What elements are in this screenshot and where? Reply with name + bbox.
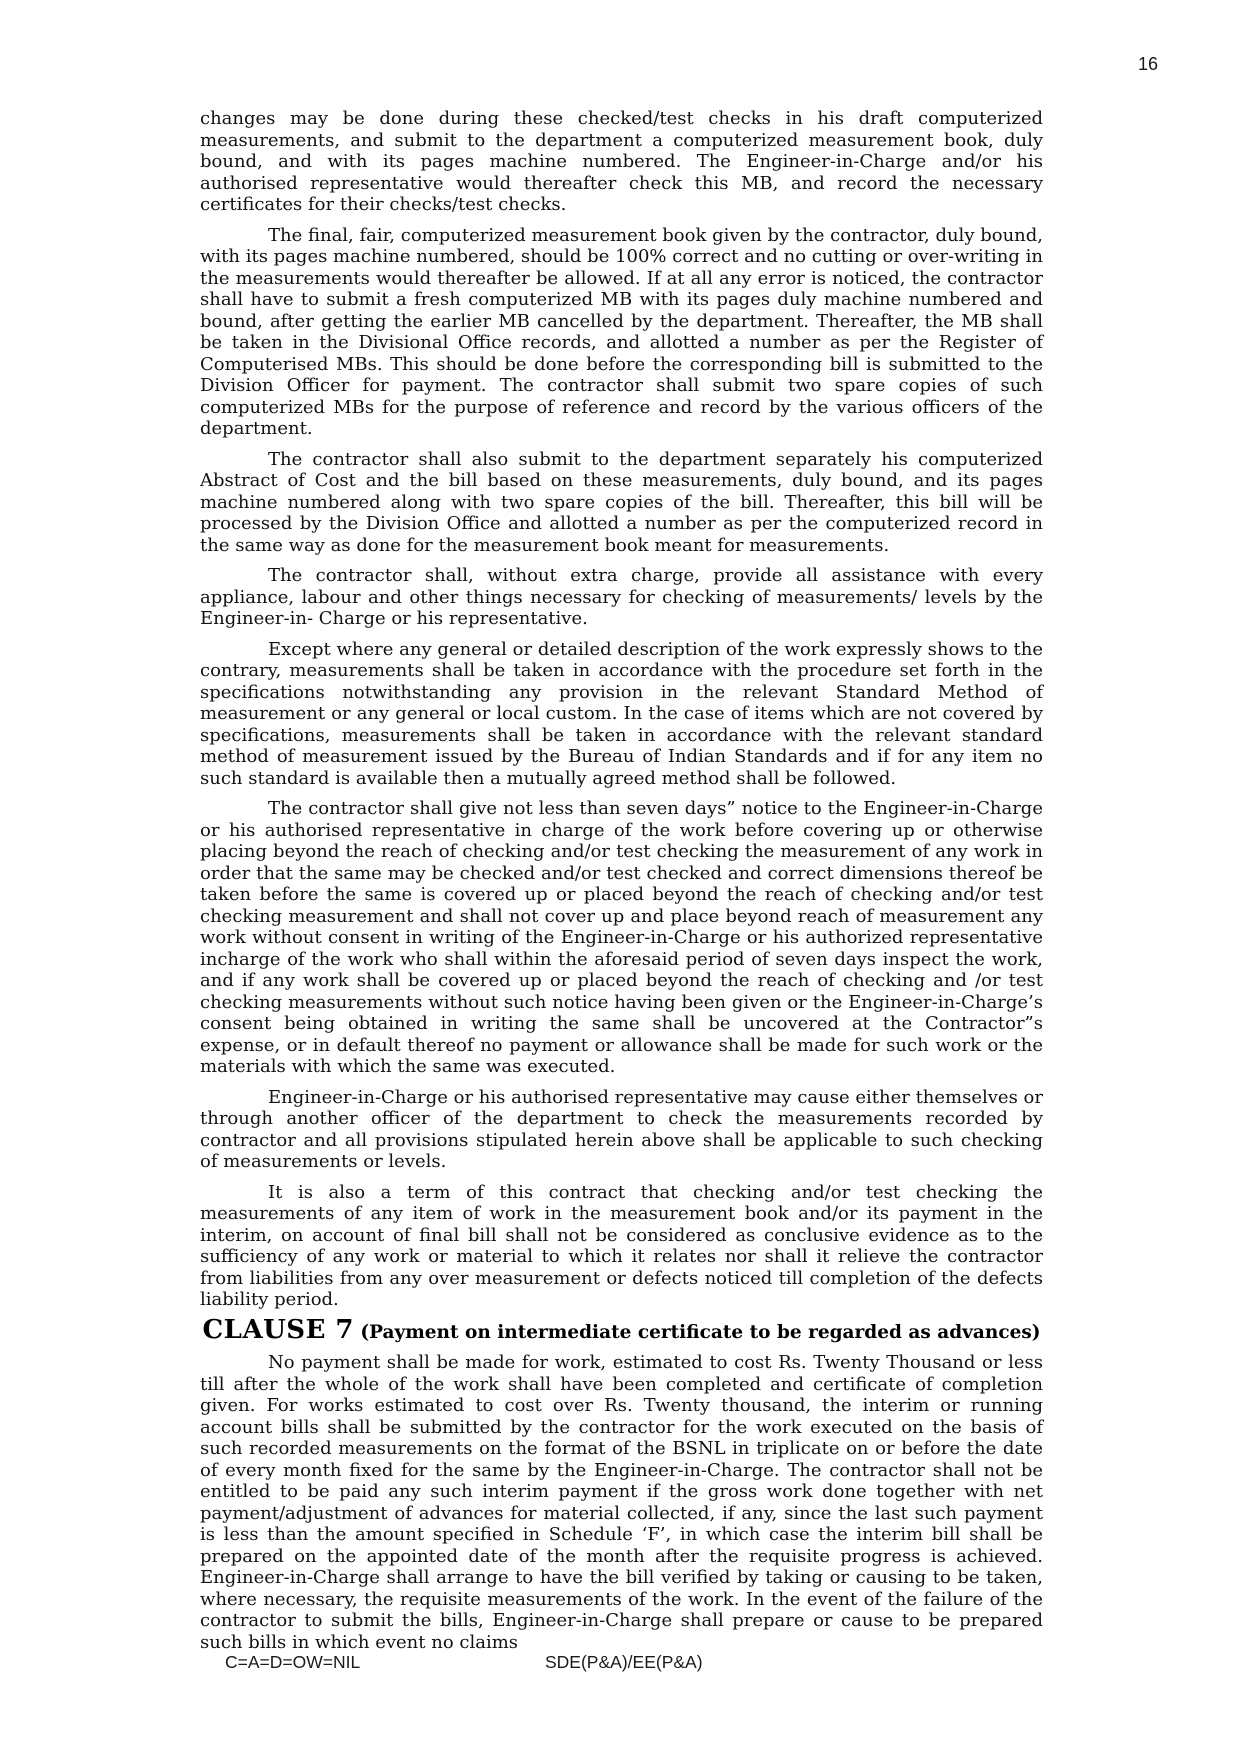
footer-reference-code: C=A=D=OW=NIL: [225, 1652, 361, 1672]
clause-subtitle-text: (Payment on intermediate certificate to be regarded as advances): [360, 1321, 1041, 1343]
paragraph: It is also a term of this contract that checking and/or test checking the measurements of any item of work in the measurement book and/or its payment in the interim, on account of final bill shall not be considered as conclusive evidence as to the sufficiency of any work or material to which it relates nor shall it relieve the contractor from liabilities from any over measurement or defects noticed till completion of the defects liability period.: [200, 1181, 1043, 1310]
paragraph: Engineer-in-Charge or his authorised representative may cause either themselves or through another officer of the department to check the measurements recorded by contractor and all provisions stipulated herein above shall be applicable to such checking of measurements or levels.: [200, 1086, 1043, 1172]
paragraph: The contractor shall also submit to the department separately his computerized Abstract of Cost and the bill based on these measurements, duly bound, and its pages machine numbered along with two spare copies of the bill. Thereafter, this bill will be processed by the Division Office and allotted a number as per the computerized record in the same way as done for the measurement book meant for measurements.: [200, 448, 1043, 556]
paragraph: No payment shall be made for work, estimated to cost Rs. Twenty Thousand or less till after the whole of the work shall have been completed and certificate of completion given. For works estimated to cost over Rs. Twenty thousand, the interim or running account bills shall be submitted by the contractor for the work executed on the basis of such recorded measurements on the format of the BSNL in triplicate on or before the date of every month fixed for the same by the Engineer-in-Charge. The contractor shall not be entitled to be paid any such interim payment if the gross work done together with net payment/adjustment of advances for material collected, if any, since the last such payment is less than the amount specified in Schedule ‘F’, in which case the interim bill shall be prepared on the appointed date of the month after the requisite progress is achieved. Engineer-in-Charge shall arrange to have the bill verified by taking or causing to be taken, where necessary, the requisite measurements of the work. In the event of the failure of the contractor to submit the bills, Engineer-in-Charge shall prepare or cause to be prepared such bills in which event no claims: [200, 1352, 1043, 1653]
page-number: 16: [1137, 54, 1158, 74]
clause-title: CLAUSE 7: [202, 1314, 355, 1345]
paragraph: Except where any general or detailed description of the work expressly shows to the contrary, measurements shall be taken in accordance with the procedure set forth in the specifications notwithstanding any provision in the relevant Standard Method of measurement or any general or local custom. In the case of items which are not covered by specifications, measurements shall be taken in accordance with the relevant standard method of measurement issued by the Bureau of Indian Standards and if for any item no such standard is available then a mutually agreed method shall be followed.: [200, 638, 1043, 789]
document-body: [200, 108, 1043, 1662]
footer-signatory: SDE(P&A)/EE(P&A): [545, 1652, 703, 1672]
clause-heading: [200, 1314, 1043, 1345]
paragraph: The contractor shall give not less than seven days” notice to the Engineer-in-Charge or his authorised representative in charge of the work before covering up or otherwise placing beyond the reach of checking and/or test checking the measurement of any work in order that the same may be checked and/or test checked and correct dimensions thereof be taken before the same is covered up or placed beyond the reach of checking and/or test checking measurement and shall not cover up and place beyond reach of measurement any work without consent in writing of the Engineer-in-Charge or his authorized representative incharge of the work who shall within the aforesaid period of seven days inspect the work, and if any work shall be covered up or placed beyond the reach of checking and /or test checking measurements without such notice having been given or the Engineer-in-Charge’s consent being obtained in writing the same shall be uncovered at the Contractor”s expense, or in default thereof no payment or allowance shall be made for such work or the materials with which the same was executed.: [200, 798, 1043, 1077]
clause-subtitle: [360, 1322, 1040, 1343]
paragraph-continuation: changes may be done during these checked/test checks in his draft computerized measurements, and submit to the department a computerized measurement book, duly bound, and with its pages machine numbered. The Engineer-in-Charge and/or his authorised representative would thereafter check this MB, and record the necessary certificates for their checks/test checks.: [200, 108, 1043, 215]
paragraph: The contractor shall, without extra charge, provide all assistance with every appliance, labour and other things necessary for checking of measurements/ levels by the Engineer-in- Charge or his representative.: [200, 565, 1043, 629]
paragraph: The final, fair, computerized measurement book given by the contractor, duly bound, with its pages machine numbered, should be 100% correct and no cutting or over-writing in the measurements would thereafter be allowed. If at all any error is noticed, the contractor shall have to submit a fresh computerized MB with its pages duly machine numbered and bound, after getting the earlier MB cancelled by the department. Thereafter, the MB shall be taken in the Divisional Office records, and allotted a number as per the Register of Computerised MBs. This should be done before the corresponding bill is submitted to the Division Officer for payment. The contractor shall submit two spare copies of such computerized MBs for the purpose of reference and record by the various officers of the department.: [200, 224, 1043, 439]
